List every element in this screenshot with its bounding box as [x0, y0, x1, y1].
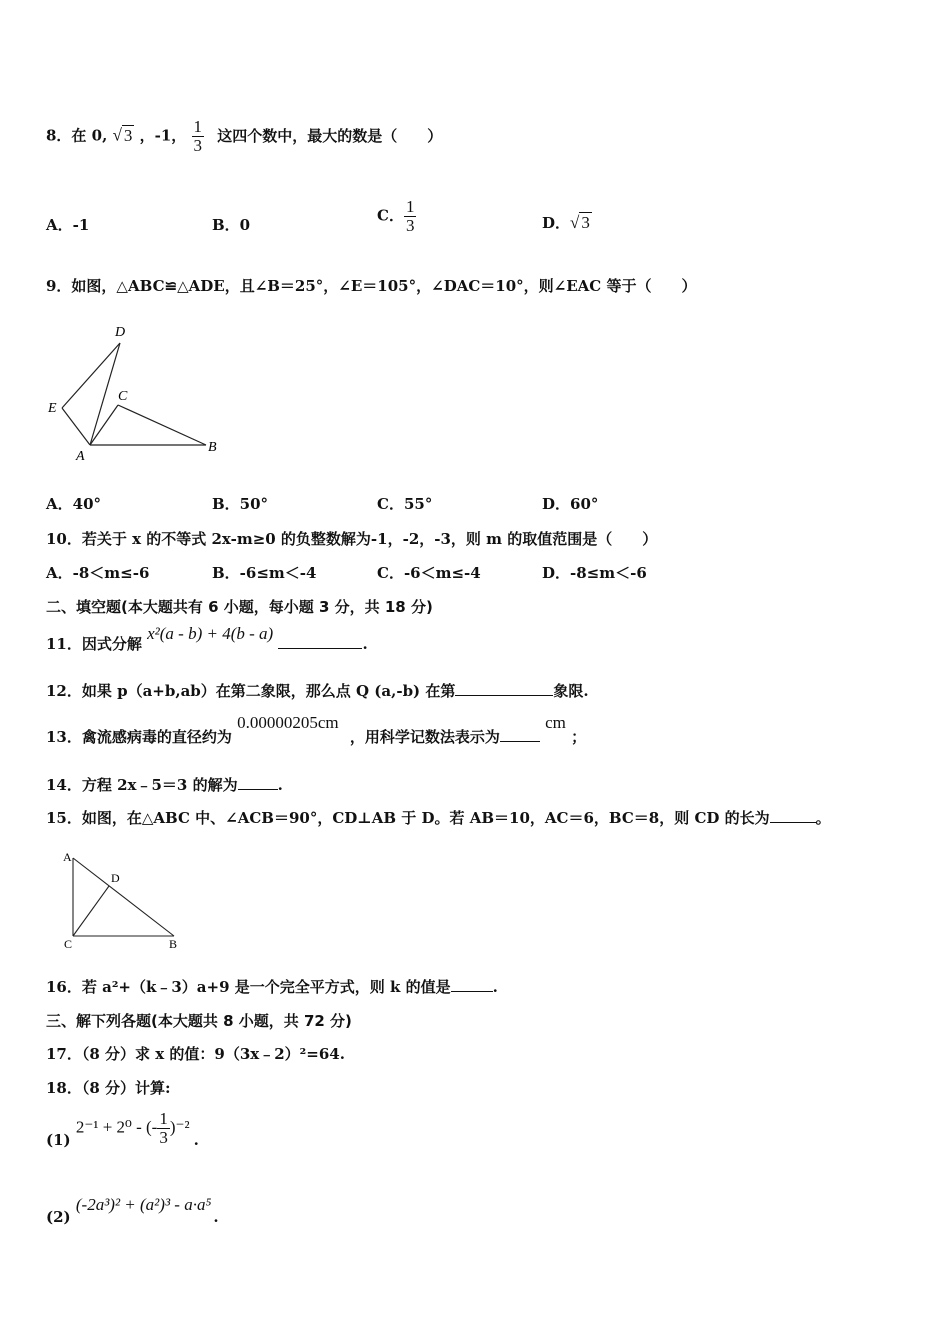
edge-ea	[62, 408, 90, 445]
q9-option-a[interactable]: A．40°	[46, 495, 102, 513]
label-b: B	[208, 440, 217, 455]
q18-part-2-label: (2)	[46, 1208, 71, 1226]
q10-option-b[interactable]: B．-6≤m＜-4	[212, 564, 317, 582]
section-3-heading: 三、解下列各题(本大题共 8 小题，共 72 分)	[46, 1012, 352, 1030]
q10-option-a[interactable]: A．-8＜m≤-6	[46, 564, 150, 582]
q11: 11．因式分解 x²(a - b) + 4(b - a) .	[46, 624, 368, 653]
q8-option-c[interactable]: C． $\frac{1}{3}$	[377, 197, 415, 235]
edge-cb	[118, 405, 206, 445]
q14-stem: 14．方程 2x﹣5＝3 的解为	[46, 776, 238, 794]
q11-answer-blank[interactable]	[278, 648, 362, 649]
q18-part-2: (2) (-2a³)² + (a²)³ - a·a⁵.	[46, 1195, 219, 1226]
q13-unit: cm	[545, 713, 566, 732]
q13: 13．禽流感病毒的直径约为 0.00000205cm ，用科学记数法表示为 cm ；	[46, 713, 587, 746]
q8-option-b[interactable]: B．0	[212, 216, 251, 234]
q12-stem: 12．如果 p（a+b,ab）在第二象限，那么点 Q (a,-b) 在第	[46, 682, 456, 700]
q8-option-d[interactable]: D．√ 3	[542, 213, 590, 232]
fraction-one-third: $\frac{1}{3}$	[159, 1109, 168, 1147]
q13-mid: ，用科学记数法表示为	[349, 728, 500, 746]
fraction-one-third: $\frac{1}{3}$	[405, 197, 415, 235]
q16-stem: 16．若 a²+（k﹣3）a+9 是一个完全平方式，则 k 的值是	[46, 978, 451, 996]
q16-answer-blank[interactable]	[451, 991, 493, 992]
q14-answer-blank[interactable]	[238, 789, 278, 790]
q10-stem: 10．若关于 x 的不等式 2x-m≥0 的负整数解为-1，-2，-3，则 m 的取值范围是（ ）	[46, 530, 658, 548]
q18-part-1-expression: 2⁻¹ + 2⁰ - (-	[75, 1117, 158, 1137]
label-e: E	[48, 401, 57, 416]
q9-stem: 9．如图，△ABC≌△ADE，且∠B＝25°，∠E＝105°，∠DAC＝10°，则∠EAC 等于（ ）	[46, 277, 697, 295]
q11-stem: 11．因式分解	[46, 635, 142, 653]
q8-stem-b: ，-1，	[139, 126, 187, 145]
q11-expression: x²(a - b) + 4(b - a)	[147, 624, 274, 643]
q8-stem	[46, 118, 442, 155]
section-2-heading: 二、填空题(本大题共有 6 小题，每小题 3 分，共 18 分)	[46, 598, 433, 616]
q14: 14．方程 2x﹣5＝3 的解为 .	[46, 776, 283, 794]
label-b: B	[169, 937, 178, 951]
label-c: C	[118, 389, 128, 404]
q18-part-1-label: (1)	[46, 1130, 71, 1149]
q12-answer-blank[interactable]	[455, 695, 553, 696]
q12: 12．如果 p（a+b,ab）在第二象限，那么点 Q (a,-b) 在第 象限.	[46, 682, 589, 700]
q9-option-b[interactable]: B．50°	[212, 495, 269, 513]
q9-option-d[interactable]: D．60°	[542, 495, 599, 513]
q9-option-c[interactable]: C．55°	[377, 495, 433, 513]
q18-part-1: (1) 2⁻¹ + 2⁰ - (- $\frac{1}{3}$ )⁻².	[46, 1109, 199, 1149]
sqrt-3: √ 3	[112, 125, 133, 145]
fraction-one-third: $\frac{1}{3}$	[193, 117, 203, 155]
q15-answer-blank[interactable]	[770, 822, 816, 823]
q18-stem: 18．（8 分）计算:	[46, 1079, 171, 1097]
label-a: A	[63, 850, 72, 864]
q13-value: 0.00000205cm	[237, 713, 339, 732]
q13-answer-blank[interactable]	[500, 741, 540, 742]
edge-ad	[90, 343, 120, 445]
label-c: C	[64, 937, 73, 951]
q15: 15．如图，在△ABC 中、∠ACB＝90°，CD⊥AB 于 D。若 AB＝10，AC＝6，BC＝8，则 CD 的长为 。	[46, 809, 831, 827]
label-d: D	[115, 325, 126, 340]
sqrt-3: √ 3	[570, 213, 590, 232]
q15-stem: 15．如图，在△ABC 中、∠ACB＝90°，CD⊥AB 于 D。若 AB＝10，AC＝6，BC＝8，则 CD 的长为	[46, 809, 770, 827]
q8-stem-c: 这四个数中，最大的数是（ ）	[217, 126, 443, 145]
edge-de	[62, 343, 120, 408]
label-a: A	[76, 449, 85, 464]
q10-option-d[interactable]: D．-8≤m＜-6	[542, 564, 647, 582]
q10-option-c[interactable]: C．-6＜m≤-4	[377, 564, 481, 582]
q8-option-a[interactable]: A．-1	[46, 216, 90, 234]
q8-stem-a: 8．在 0,	[46, 126, 108, 145]
edge-cd	[73, 886, 109, 936]
q9-triangle-figure	[40, 318, 230, 468]
edge-ac	[90, 405, 118, 445]
label-d: D	[111, 871, 120, 885]
q15-right-triangle-figure	[58, 848, 186, 954]
q13-stem: 13．禽流感病毒的直径约为	[46, 728, 232, 746]
edge-ab	[73, 858, 174, 936]
q18-part-2-expression: (-2a³)² + (a²)³ - a·a⁵	[75, 1195, 212, 1214]
q16: 16．若 a²+（k﹣3）a+9 是一个完全平方式，则 k 的值是 .	[46, 978, 498, 996]
q17-stem: 17．（8 分）求 x 的值：9（3x﹣2）²=64.	[46, 1045, 345, 1063]
